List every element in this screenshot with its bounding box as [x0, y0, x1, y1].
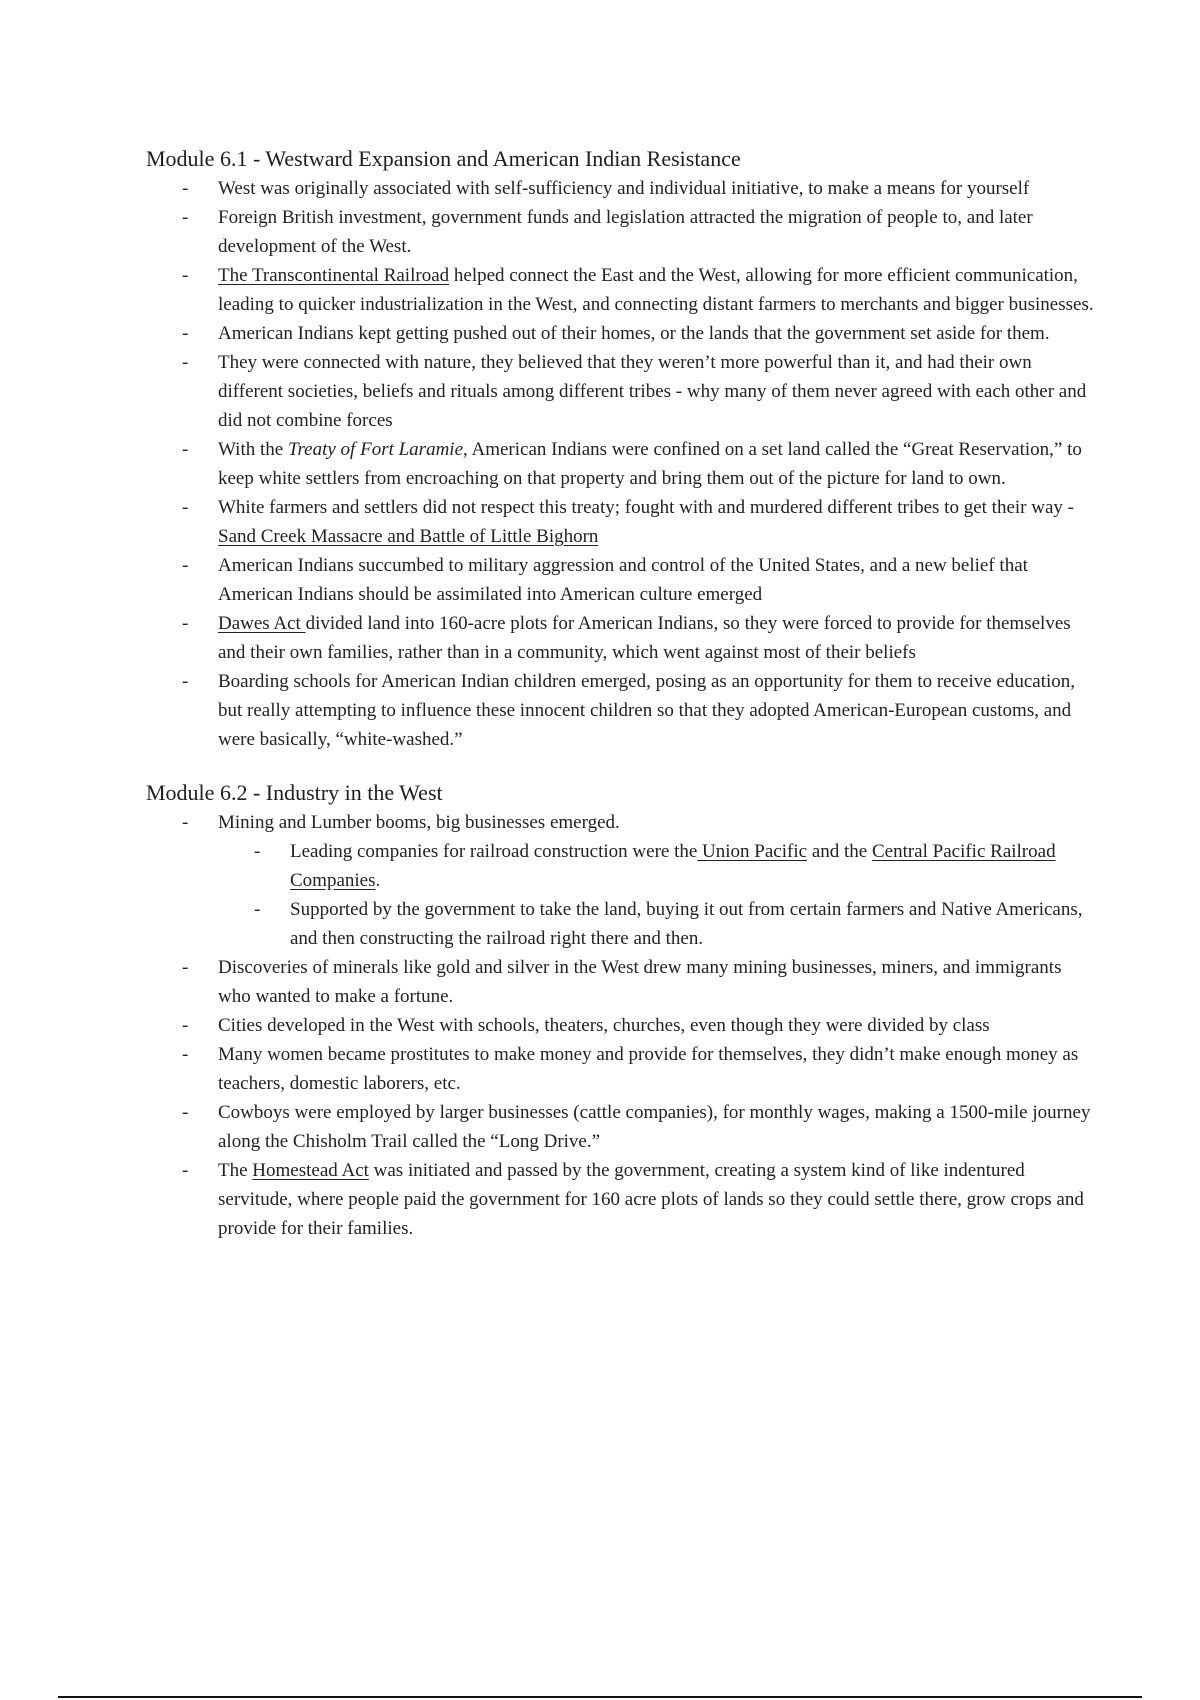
bullet-marker: - — [182, 1015, 189, 1036]
bullet-item: - White farmers and settlers did not respect this treaty; fought with and murdered different tribes to get their way - Sand Creek Massacre and Battle of Little Bighorn — [218, 493, 1096, 551]
section-title-module-6-1: Module 6.1 - Westward Expansion and American Indian Resistance — [146, 146, 741, 171]
sub-bullet-item: - Leading companies for railroad construction were the Union Pacific and the Central Pacific Railroad Companies. — [290, 837, 1096, 895]
bullet-item: - Cowboys were employed by larger businesses (cattle companies), for monthly wages, making a 1500-mile journey along the Chisholm Trail called the “Long Drive.” — [218, 1098, 1096, 1156]
footer-divider — [58, 1696, 1142, 1698]
bullet-marker: - — [254, 841, 261, 862]
bullet-item: - Foreign British investment, government funds and legislation attracted the migration of people to, and later development of the West. — [218, 203, 1096, 261]
bullet-item: - Many women became prostitutes to make money and provide for themselves, they didn’t make enough money as teachers, domestic laborers, etc. — [218, 1040, 1096, 1098]
underlined-term: Dawes Act — [218, 613, 306, 634]
bullet-marker: - — [182, 352, 189, 373]
bullet-item: - They were connected with nature, they believed that they weren’t more powerful than it, and had their own different societies, beliefs and rituals among different tribes - why many of them never agreed with each other and did not combine forces — [218, 348, 1096, 435]
italic-term: Treaty of Fort Laramie — [287, 439, 464, 460]
sub-bullet-item: - Supported by the government to take the land, buying it out from certain farmers and Native Americans, and then constructing the railroad right there and then. — [290, 895, 1096, 953]
bullet-marker: - — [254, 899, 261, 920]
underlined-term: Union Pacific — [697, 841, 808, 862]
bullet-marker: - — [182, 812, 189, 833]
bullet-list-module-6-2 — [146, 808, 1096, 1243]
bullet-item: - Discoveries of minerals like gold and silver in the West drew many mining businesses, miners, and immigrants who wanted to make a fortune. — [218, 953, 1096, 1011]
bullet-marker: - — [182, 555, 189, 576]
underlined-term: Sand Creek Massacre and Battle of Little Bighorn — [218, 526, 599, 547]
bullet-marker: - — [182, 1102, 189, 1123]
bullet-marker: - — [182, 439, 189, 460]
bullet-item: - The Homestead Act was initiated and passed by the government, creating a system kind of like indentured servitude, where people paid the government for 160 acre plots of lands so they could settle there, grow crops and provide for their families. — [218, 1156, 1096, 1243]
document-body — [146, 144, 1096, 1243]
bullet-marker: - — [182, 671, 189, 692]
bullet-marker: - — [182, 613, 189, 634]
bullet-list-module-6-1 — [146, 174, 1096, 754]
bullet-marker: - — [182, 1044, 189, 1065]
underlined-term: Homestead Act — [252, 1160, 369, 1181]
bullet-item: - Mining and Lumber booms, big businesses emerged. - Leading companies for railroad construction were the Union Pacific and the Central Pacific Railroad Companies. - Supported by the government to take the land, buying it out from certain farmers and Native Americans, and then constructing the railroad right there and then. — [218, 808, 1096, 953]
bullet-item: - Dawes Act divided land into 160-acre plots for American Indians, so they were forced to provide for themselves and their own families, rather than in a community, which went against most of their beliefs — [218, 609, 1096, 667]
bullet-marker: - — [182, 323, 189, 344]
bullet-marker: - — [182, 497, 189, 518]
section-title-module-6-2: Module 6.2 - Industry in the West — [146, 780, 443, 805]
bullet-marker: - — [182, 265, 189, 286]
bullet-marker: - — [182, 207, 189, 228]
bullet-item: - American Indians kept getting pushed out of their homes, or the lands that the government set aside for them. — [218, 319, 1096, 348]
bullet-item: - Cities developed in the West with schools, theaters, churches, even though they were divided by class — [218, 1011, 1096, 1040]
bullet-marker: - — [182, 957, 189, 978]
underlined-term: The Transcontinental Railroad — [218, 265, 450, 286]
bullet-marker: - — [182, 1160, 189, 1181]
bullet-item: - The Transcontinental Railroad helped connect the East and the West, allowing for more efficient communication, leading to quicker industrialization in the West, and connecting distant farmers to merchants and bigger businesses. — [218, 261, 1096, 319]
underlined-term: Central Pacific Railroad Companies — [290, 841, 1056, 891]
bullet-item: - Boarding schools for American Indian children emerged, posing as an opportunity for them to receive education, but really attempting to influence these innocent children so that they adopted American-European customs, and were basically, “white-washed.” — [218, 667, 1096, 754]
bullet-marker: - — [182, 178, 189, 199]
bullet-item: - West was originally associated with self-sufficiency and individual initiative, to make a means for yourself — [218, 174, 1096, 203]
bullet-item: - American Indians succumbed to military aggression and control of the United States, and a new belief that American Indians should be assimilated into American culture emerged — [218, 551, 1096, 609]
bullet-item: - With the Treaty of Fort Laramie, American Indians were confined on a set land called the “Great Reservation,” to keep white settlers from encroaching on that property and bring them out of the picture for land to own. — [218, 435, 1096, 493]
sub-bullet-list — [218, 837, 1096, 953]
